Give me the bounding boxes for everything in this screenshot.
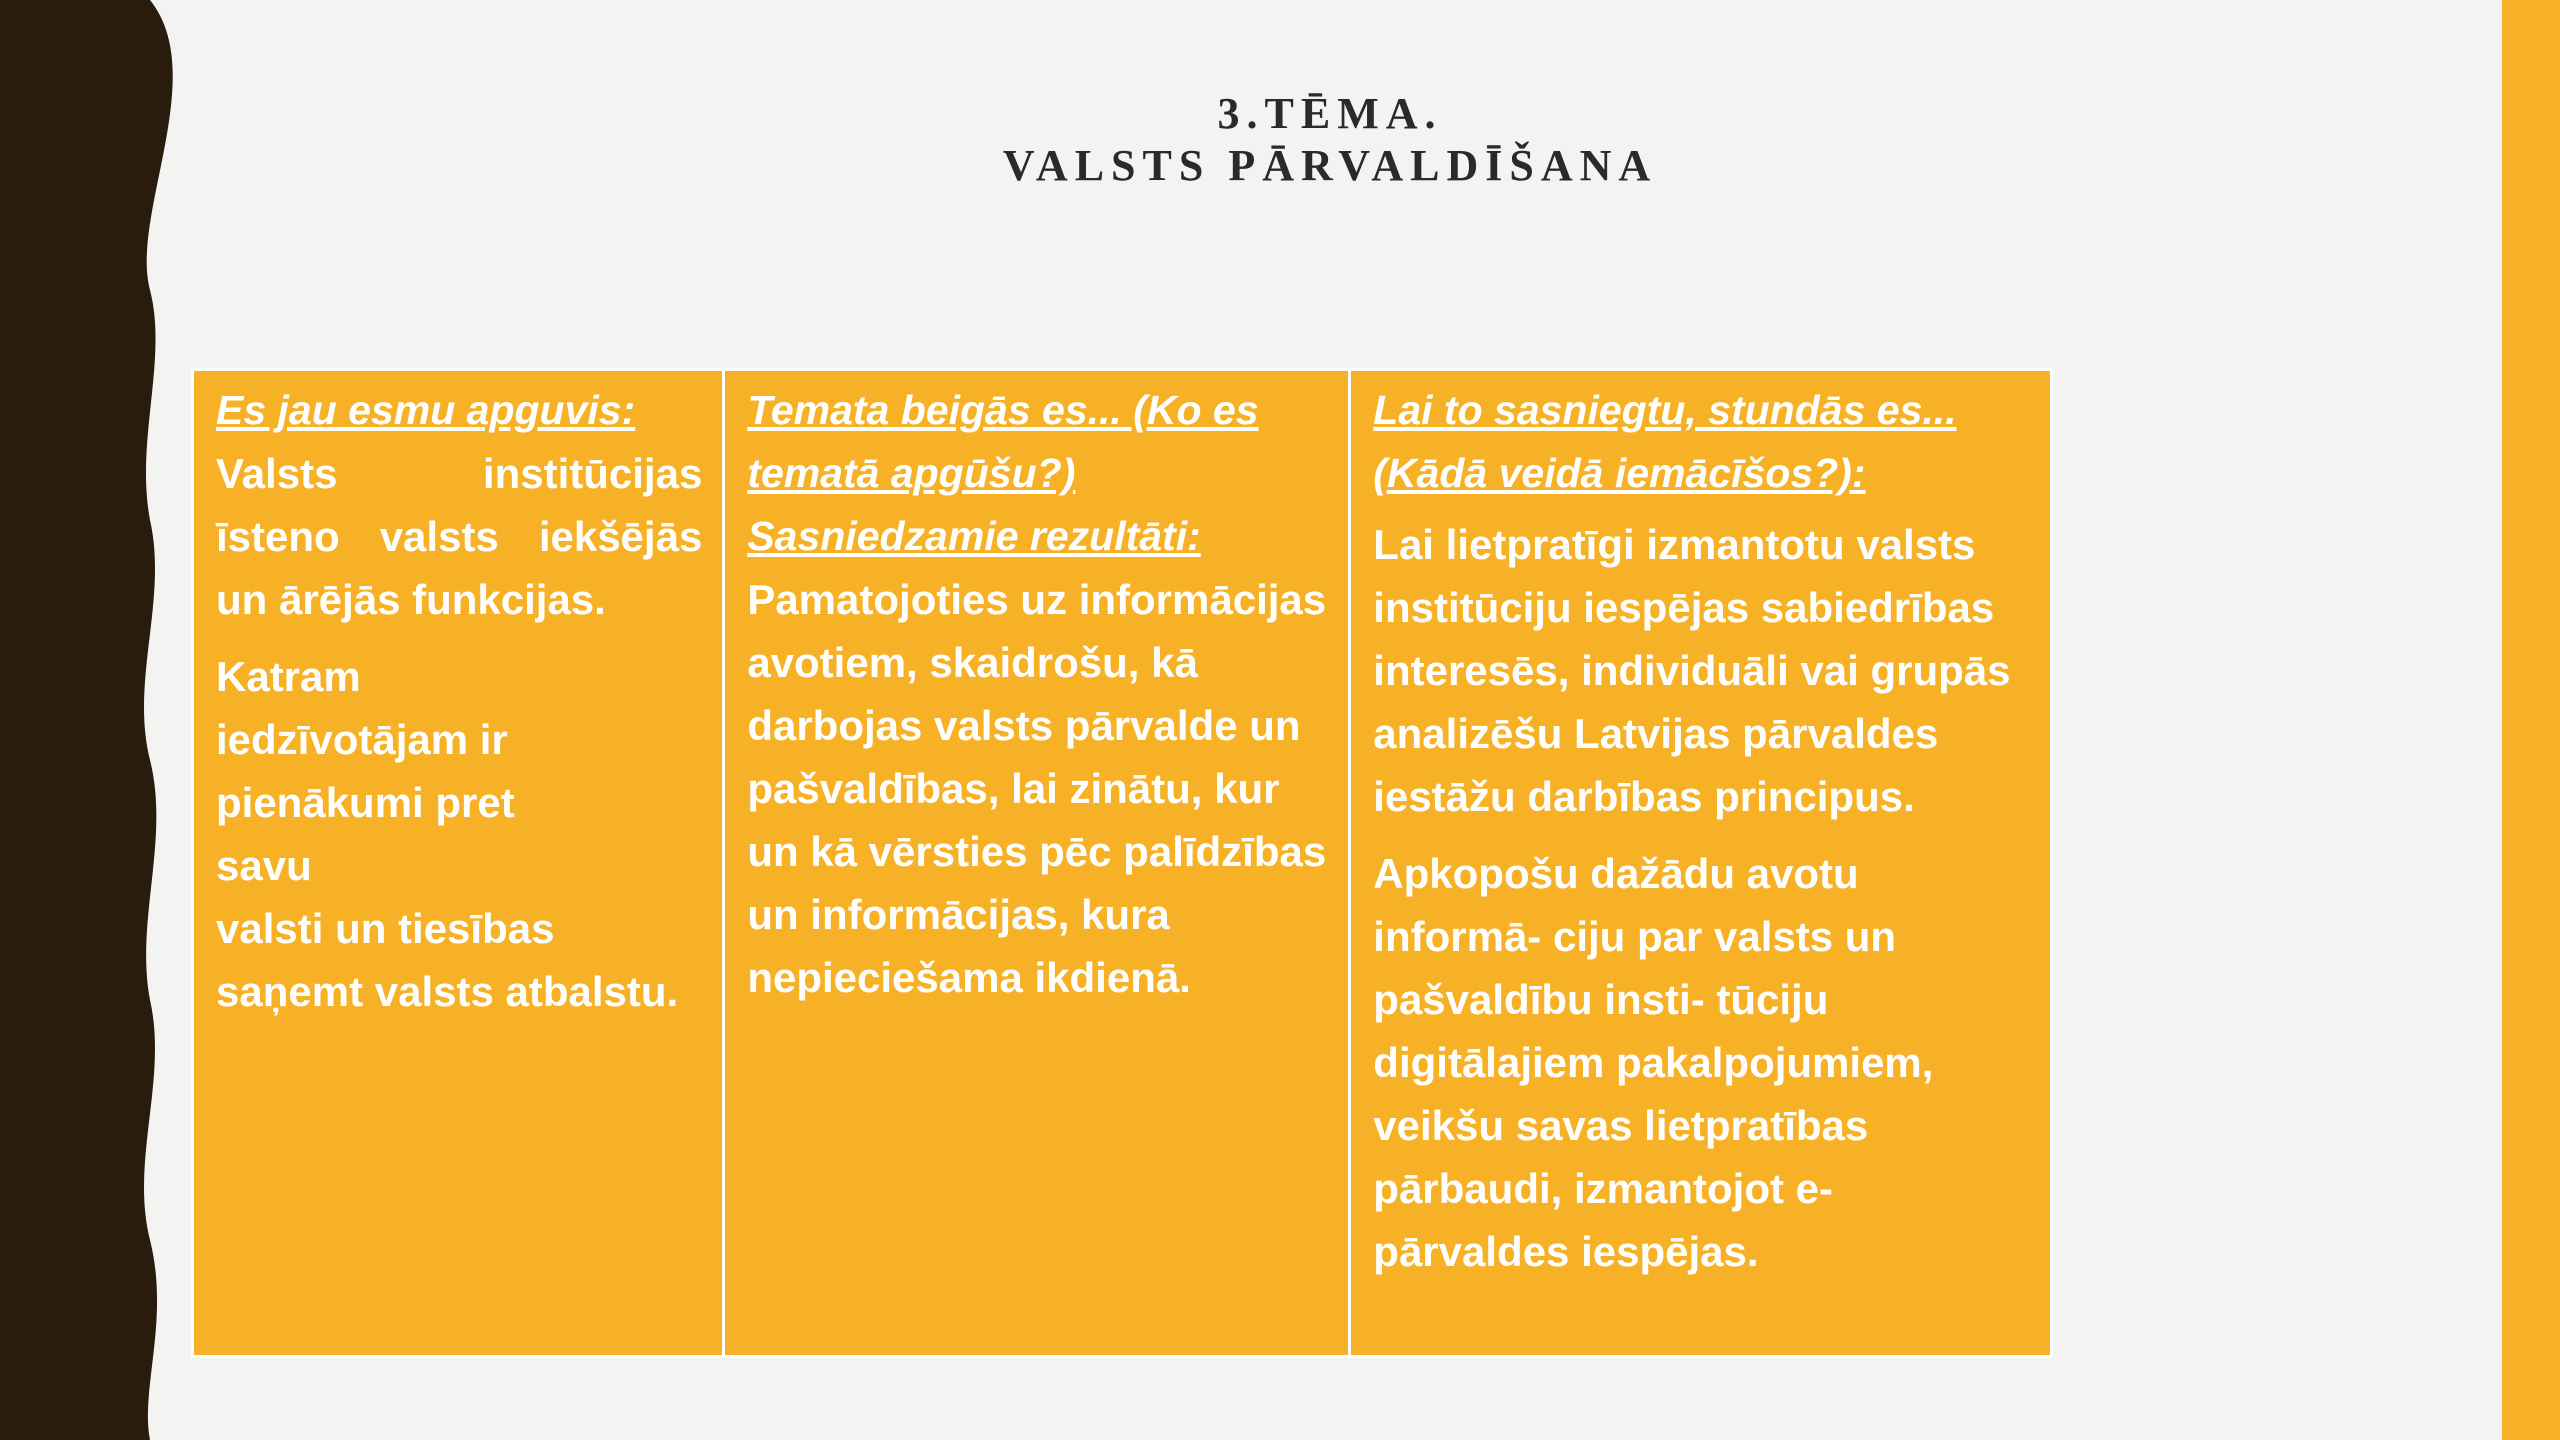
column-line: valsti un tiesības [216,905,555,952]
column-heading: Es jau esmu apguvis: [216,387,636,433]
column-subheading: Sasniedzamie rezultāti: [747,513,1201,559]
column-line: pienākumi pret [216,779,515,826]
column-line: iedzīvotājam ir [216,716,508,763]
title-line-1: 3.TĒMA. [1217,89,1443,138]
column-line: Katram [216,653,361,700]
accent-side-band [2502,0,2560,1440]
column-paragraph: Pamatojoties uz informācijas avotiem, skaidrošu, kā darbojas valsts pārvalde un pašvaldības, lai zinātu, kur un kā vērsties pēc palīdzības un informācijas, kura nepieciešama ikdienā. [747,576,1327,1001]
column-topic-outcomes [722,371,1348,1355]
title-line-2: VALSTS PĀRVALDĪŠANA [1002,141,1658,190]
column-paragraph: Lai lietpratīgi izmantotu valsts institūciju iespējas sabiedrības interesēs, individuāli vai grupās analizēšu Latvijas pārvaldes iestāžu darbības principus. [1373,521,2011,820]
column-already-learned [194,371,722,1355]
column-heading: tematā apgūšu?) [747,450,1076,496]
slide-title [150,88,2510,192]
column-paragraph: Apkopošu dažādu avotu informā- ciju par valsts un pašvaldību insti- tūciju digitālajiem pakalpojumiem, veikšu savas lietpratības pārbaudi, izmantojot e- pārvaldes iespējas. [1373,850,1934,1275]
column-line: saņemt valsts atbalstu. [216,968,679,1015]
column-line: savu [216,842,312,889]
column-paragraph: Valsts institūcijas īsteno valsts iekšējās un ārējās funkcijas. [216,450,703,623]
learning-goals-table [191,368,2053,1358]
column-heading: (Kādā veidā iemācīšos?): [1373,450,1866,496]
wavy-decorative-band [0,0,200,1440]
column-how-to-learn [1348,371,2050,1355]
column-heading: Lai to sasniegtu, stundās es... [1373,387,1957,433]
column-heading: Temata beigās es... (Ko es [747,387,1259,433]
